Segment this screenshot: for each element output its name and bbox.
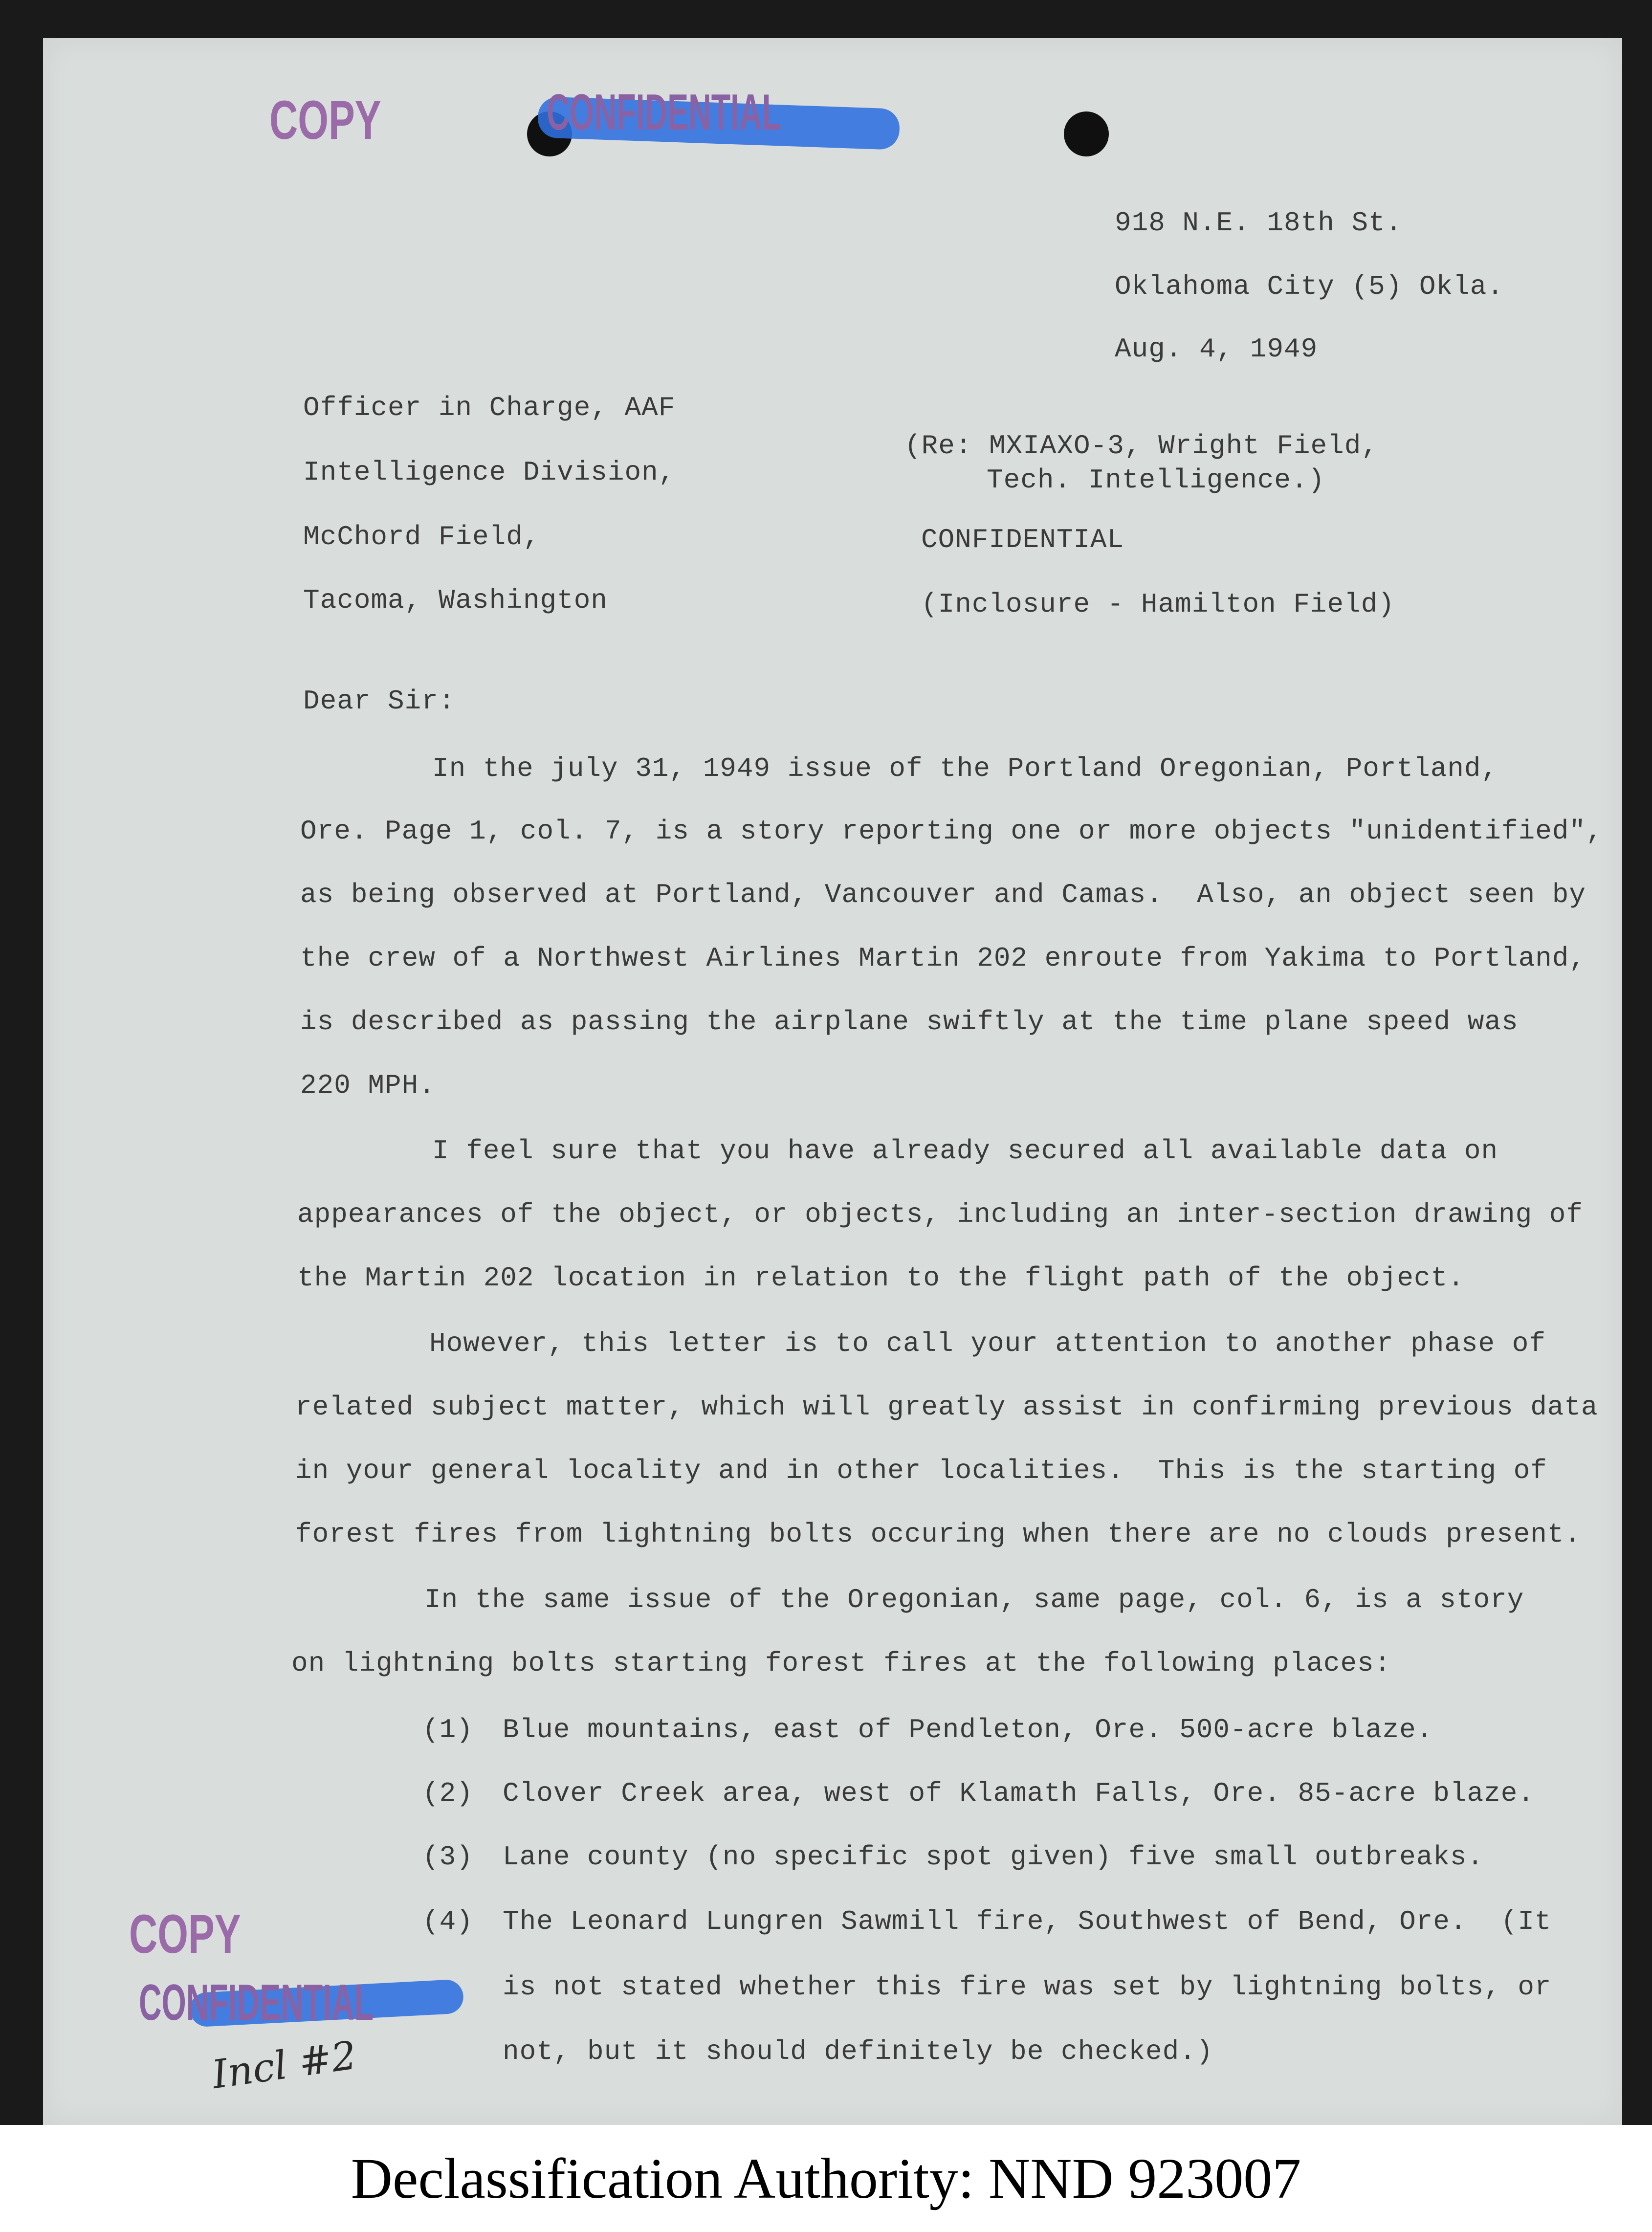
list-item-number: (4) (422, 1906, 473, 1937)
reference-line-2: Tech. Intelligence.) (987, 464, 1325, 496)
list-item-text: Blue mountains, east of Pendleton, Ore. 500-acre blaze. (503, 1714, 1433, 1746)
addressee-line-1: Officer in Charge, AAF (303, 392, 676, 423)
paragraph-3-line: in your general locality and in other localities. This is the starting of (295, 1455, 1547, 1486)
list-item-number: (3) (422, 1841, 473, 1873)
list-item-number: (2) (422, 1778, 473, 1809)
list-item-text: Clover Creek area, west of Klamath Falls, Ore. 85-acre blaze. (503, 1778, 1535, 1809)
list-item-text: Lane county (no specific spot given) five small outbreaks. (503, 1841, 1484, 1873)
paragraph-2-line: I feel sure that you have already secured all available data on (432, 1135, 1498, 1167)
addressee-line-2: Intelligence Division, (303, 457, 676, 488)
return-address-street: 918 N.E. 18th St. (1115, 207, 1403, 239)
list-item-number: (1) (422, 1714, 473, 1746)
paragraph-1-line: the crew of a Northwest Airlines Martin 202 enroute from Yakima to Portland, (300, 943, 1586, 974)
list-item-text: is not stated whether this fire was set by lightning bolts, or (503, 1971, 1552, 2003)
addressee-line-4: Tacoma, Washington (303, 585, 608, 616)
paragraph-1-line: is described as passing the airplane swiftly at the time plane speed was (300, 1006, 1519, 1038)
confidential-stamp-top: CONFIDENTIAL (547, 84, 781, 141)
copy-stamp-bottom: COPY (129, 1903, 241, 1965)
list-item-text: not, but it should definitely be checked.) (503, 2036, 1213, 2067)
confidential-stamp-bottom: CONFIDENTIAL (139, 1974, 374, 2031)
letter-date: Aug. 4, 1949 (1115, 333, 1318, 365)
declassification-footer: Declassification Authority: NND 923007 (0, 2125, 1652, 2232)
paragraph-4-line: on lightning bolts starting forest fires at the following places: (291, 1648, 1391, 1679)
classification-label: CONFIDENTIAL (921, 524, 1124, 555)
paragraph-2-line: appearances of the object, or objects, including an inter-section drawing of (297, 1199, 1584, 1230)
handwritten-inclosure-note: Incl #2 (209, 2032, 359, 2098)
paragraph-1-line: as being observed at Portland, Vancouver and Camas. Also, an object seen by (300, 879, 1586, 910)
punch-hole-right (1064, 111, 1109, 156)
paragraph-4-line: In the same issue of the Oregonian, same page, col. 6, is a story (424, 1584, 1524, 1615)
paragraph-3-line: related subject matter, which will greatly assist in confirming previous data (295, 1392, 1598, 1423)
paragraph-2-line: the Martin 202 location in relation to the flight path of the object. (297, 1262, 1465, 1294)
addressee-line-3: McChord Field, (303, 521, 540, 552)
paragraph-3-line: However, this letter is to call your attention to another phase of (429, 1328, 1546, 1359)
list-item-text: The Leonard Lungren Sawmill fire, Southwest of Bend, Ore. (It (503, 1906, 1552, 1937)
inclosure-note: (Inclosure - Hamilton Field) (921, 589, 1395, 620)
copy-stamp-top: COPY (269, 89, 381, 151)
letter-page (43, 38, 1622, 2125)
paragraph-1-line: Ore. Page 1, col. 7, is a story reporting one or more objects "unidentified", (300, 816, 1603, 847)
paragraph-3-line: forest fires from lightning bolts occuring when there are no clouds present. (295, 1519, 1582, 1550)
paragraph-1-line: In the july 31, 1949 issue of the Portland Oregonian, Portland, (432, 753, 1498, 784)
reference-line-1: (Re: MXIAXO-3, Wright Field, (904, 430, 1378, 462)
paragraph-1-line: 220 MPH. (300, 1070, 436, 1101)
salutation: Dear Sir: (303, 685, 456, 717)
return-address-city: Oklahoma City (5) Okla. (1115, 271, 1504, 302)
